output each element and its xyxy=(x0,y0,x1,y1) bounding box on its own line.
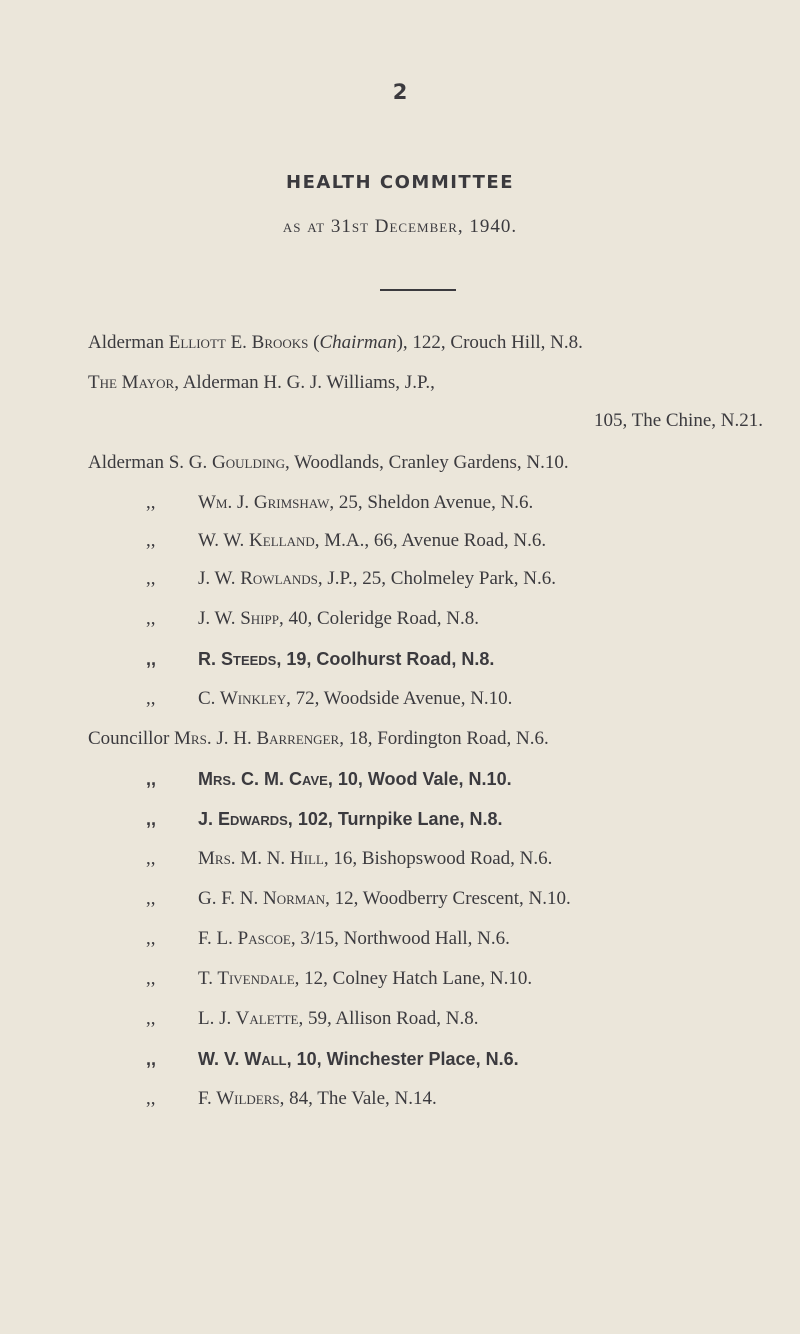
member-address: 25, Sheldon Avenue, N.6. xyxy=(338,492,534,513)
member-name: S. G. Goulding xyxy=(168,452,285,473)
member-entry: ,, Mrs. C. M. Cave, 10, Wood Vale, N.10. xyxy=(146,769,512,789)
committee-date: as at 31st December, 1940. xyxy=(282,216,518,237)
ditto-mark: ,, xyxy=(146,1049,157,1069)
member-name: J. W. Shipp xyxy=(198,608,279,629)
member-address: 72, Woodside Avenue, N.10. xyxy=(295,688,513,709)
member-address: 19, Coolhurst Road, N.8. xyxy=(286,649,495,669)
member-address: 10, Wood Vale, N.10. xyxy=(337,769,512,789)
member-name: T. Tivendale xyxy=(198,968,295,989)
member-address: 59, Allison Road, N.8. xyxy=(307,1008,479,1029)
member-entry: Alderman S. G. Goulding, Woodlands, Cranley Gardens, N.10. xyxy=(88,452,569,473)
member-entry: ,, W. V. Wall, 10, Winchester Place, N.6. xyxy=(146,1049,519,1069)
member-name: R. Steeds xyxy=(198,649,277,669)
ditto-mark: ,, xyxy=(146,968,156,989)
member-address: 66, Avenue Road, N.6. xyxy=(373,530,547,551)
member-entry: The Mayor, Alderman H. G. J. Williams, J.P., xyxy=(88,372,435,393)
ditto-mark: ,, xyxy=(146,928,156,949)
member-address: 16, Bishopswood Road, N.6. xyxy=(333,848,553,869)
member-suffix: J.P., xyxy=(404,372,435,393)
ditto-mark: ,, xyxy=(146,1088,156,1109)
member-address: 18, Fordington Road, N.6. xyxy=(348,728,549,749)
member-name: J. Edwards xyxy=(198,809,288,829)
member-name: W. V. Wall xyxy=(198,1049,287,1069)
ditto-mark: ,, xyxy=(146,492,156,513)
member-name: Elliott E. Brooks xyxy=(168,332,309,353)
member-prefix: The Mayor, xyxy=(88,372,179,393)
ditto-mark: ,, xyxy=(146,769,157,789)
member-prefix: Alderman xyxy=(88,332,164,353)
member-suffix: J.P., xyxy=(327,568,358,589)
member-entry: ,, F. Wilders, 84, The Vale, N.14. xyxy=(146,1088,437,1109)
member-entry: ,, J. W. Shipp, 40, Coleridge Road, N.8. xyxy=(146,608,479,629)
member-name: F. L. Pascoe xyxy=(198,928,291,949)
member-name: J. W. Rowlands xyxy=(198,568,318,589)
member-name: W. W. Kelland xyxy=(198,530,315,551)
member-address: 12, Colney Hatch Lane, N.10. xyxy=(304,968,533,989)
member-name: G. F. N. Norman xyxy=(198,888,326,909)
member-entry: Alderman Elliott E. Brooks (Chairman), 122, Crouch Hill, N.8. xyxy=(88,332,583,353)
member-name: Alderman H. G. J. Williams xyxy=(182,372,396,393)
committee-heading: HEALTH COMMITTEE xyxy=(286,172,514,193)
ditto-mark: ,, xyxy=(146,608,156,629)
ditto-mark: ,, xyxy=(146,649,157,669)
page-number: 2 xyxy=(392,80,408,104)
member-address: 10, Winchester Place, N.6. xyxy=(296,1049,519,1069)
ditto-mark: ,, xyxy=(146,848,156,869)
ditto-mark: ,, xyxy=(146,688,156,709)
member-entry: ,, J. W. Rowlands, J.P., 25, Cholmeley Park, N.6. xyxy=(146,568,556,589)
member-address: 40, Coleridge Road, N.8. xyxy=(288,608,479,629)
member-name: C. Winkley xyxy=(198,688,287,709)
member-name: Mrs. M. N. Hill xyxy=(198,848,324,869)
member-entry: Councillor Mrs. J. H. Barrenger, 18, Fordington Road, N.6. xyxy=(88,728,549,749)
member-address: 105, The Chine, N.21. xyxy=(593,410,763,431)
member-name: Mrs. J. H. Barrenger xyxy=(174,728,340,749)
member-suffix: M.A., xyxy=(324,530,370,551)
member-name: Mrs. C. M. Cave xyxy=(198,769,328,789)
member-address: 25, Cholmeley Park, N.6. xyxy=(362,568,556,589)
member-entry: ,, T. Tivendale, 12, Colney Hatch Lane, N.10. xyxy=(146,968,533,989)
divider-rule xyxy=(380,289,456,291)
member-name: Wm. J. Grimshaw xyxy=(198,492,330,513)
member-entry: ,, L. J. Valette, 59, Allison Road, N.8. xyxy=(146,1008,479,1029)
ditto-mark: ,, xyxy=(146,530,156,551)
member-entry: ,, R. Steeds, 19, Coolhurst Road, N.8. xyxy=(146,649,495,669)
member-entry: ,, Wm. J. Grimshaw, 25, Sheldon Avenue, N.6. xyxy=(146,492,534,513)
member-role: Chairman xyxy=(319,332,397,353)
member-address: 3/15, Northwood Hall, N.6. xyxy=(300,928,510,949)
member-entry: ,, Mrs. M. N. Hill, 16, Bishopswood Road, N.6. xyxy=(146,848,553,869)
member-prefix: Alderman xyxy=(88,452,164,473)
ditto-mark: ,, xyxy=(146,568,156,589)
ditto-mark: ,, xyxy=(146,1008,156,1029)
member-address: 12, Woodberry Crescent, N.10. xyxy=(334,888,571,909)
member-address: 102, Turnpike Lane, N.8. xyxy=(297,809,503,829)
member-name: F. Wilders xyxy=(198,1088,280,1109)
member-entry: ,, G. F. N. Norman, 12, Woodberry Crescent, N.10. xyxy=(146,888,571,909)
member-prefix: Councillor xyxy=(88,728,170,749)
member-address: Woodlands, Cranley Gardens, N.10. xyxy=(294,452,569,473)
ditto-mark: ,, xyxy=(146,888,156,909)
member-entry: ,, F. L. Pascoe, 3/15, Northwood Hall, N.6. xyxy=(146,928,510,949)
ditto-mark: ,, xyxy=(146,809,157,829)
member-entry: ,, J. Edwards, 102, Turnpike Lane, N.8. xyxy=(146,809,503,829)
member-address: 122, Crouch Hill, N.8. xyxy=(412,332,583,353)
member-address: 84, The Vale, N.14. xyxy=(289,1088,437,1109)
member-entry: ,, C. Winkley, 72, Woodside Avenue, N.10. xyxy=(146,688,513,709)
member-name: L. J. Valette xyxy=(198,1008,299,1029)
member-entry: ,, W. W. Kelland, M.A., 66, Avenue Road, N.6. xyxy=(146,530,547,551)
